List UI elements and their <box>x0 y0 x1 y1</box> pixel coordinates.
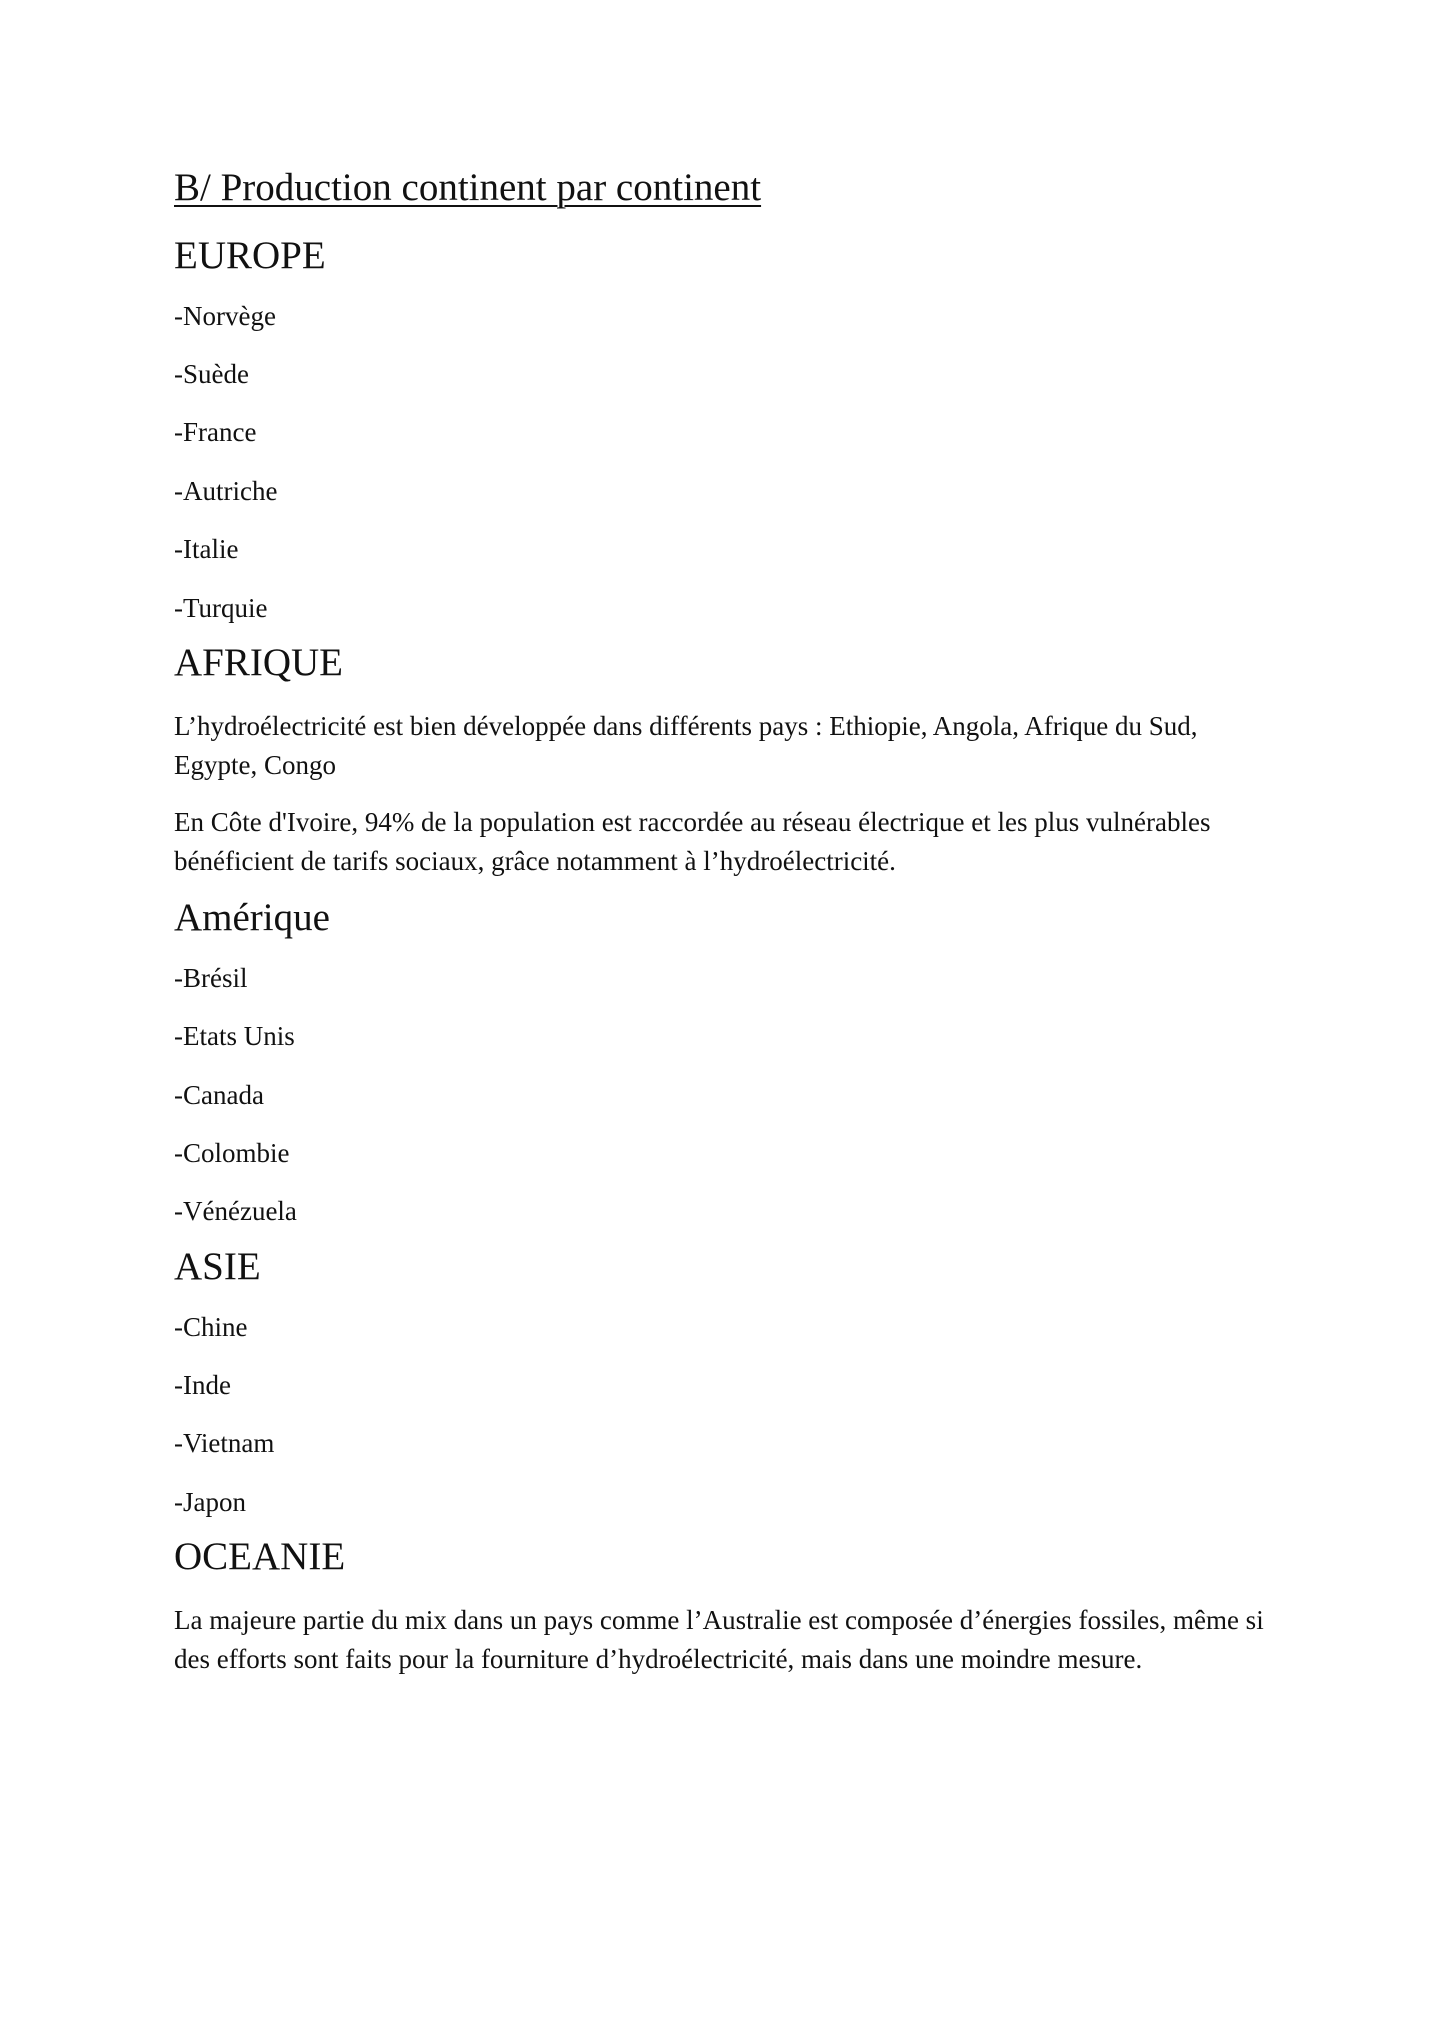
page-title: B/ Production continent par continent <box>174 166 762 209</box>
section-heading-asie: ASIE <box>174 1244 261 1288</box>
list-item: -Brésil <box>174 962 248 993</box>
paragraph: La majeure partie du mix dans un pays comme l’Australie est composée d’énergies fossiles, même si des efforts sont faits pour la fourniture d’hydroélectricité, mais dans une moindre mesure. <box>174 1604 1264 1674</box>
list-item: -Turquie <box>174 592 268 623</box>
paragraph: L’hydroélectricité est bien développée dans différents pays : Ethiopie, Angola, Afrique du Sud, Egypte, Congo <box>174 710 1198 780</box>
document-content <box>174 166 1284 1697</box>
list-item: -Suède <box>174 359 249 390</box>
list-item: -Etats Unis <box>174 1021 295 1052</box>
list-item: -Autriche <box>174 475 278 506</box>
list-item: -Italie <box>174 534 239 565</box>
paragraph: En Côte d'Ivoire, 94% de la population est raccordée au réseau électrique et les plus vulnérables bénéficient de tarifs sociaux, grâce notamment à l’hydroélectricité. <box>174 806 1211 876</box>
list-item: -Chine <box>174 1311 248 1342</box>
list-item: -France <box>174 417 257 448</box>
section-amerique <box>174 896 1284 1228</box>
list-item: -Colombie <box>174 1137 290 1168</box>
list-item: -Canada <box>174 1079 264 1110</box>
section-asie <box>174 1245 1284 1518</box>
section-europe <box>174 234 1284 624</box>
list-item: -Norvège <box>174 300 276 331</box>
list-item: -Japon <box>174 1486 246 1517</box>
section-afrique <box>174 641 1284 881</box>
list-item: -Inde <box>174 1369 231 1400</box>
list-item: -Vénézuela <box>174 1196 297 1227</box>
list-item: -Vietnam <box>174 1428 275 1459</box>
section-heading-afrique: AFRIQUE <box>174 641 344 685</box>
section-heading-amerique: Amérique <box>174 895 330 939</box>
section-heading-europe: EUROPE <box>174 233 326 277</box>
section-heading-oceanie: OCEANIE <box>174 1535 346 1579</box>
section-oceanie <box>174 1535 1284 1679</box>
